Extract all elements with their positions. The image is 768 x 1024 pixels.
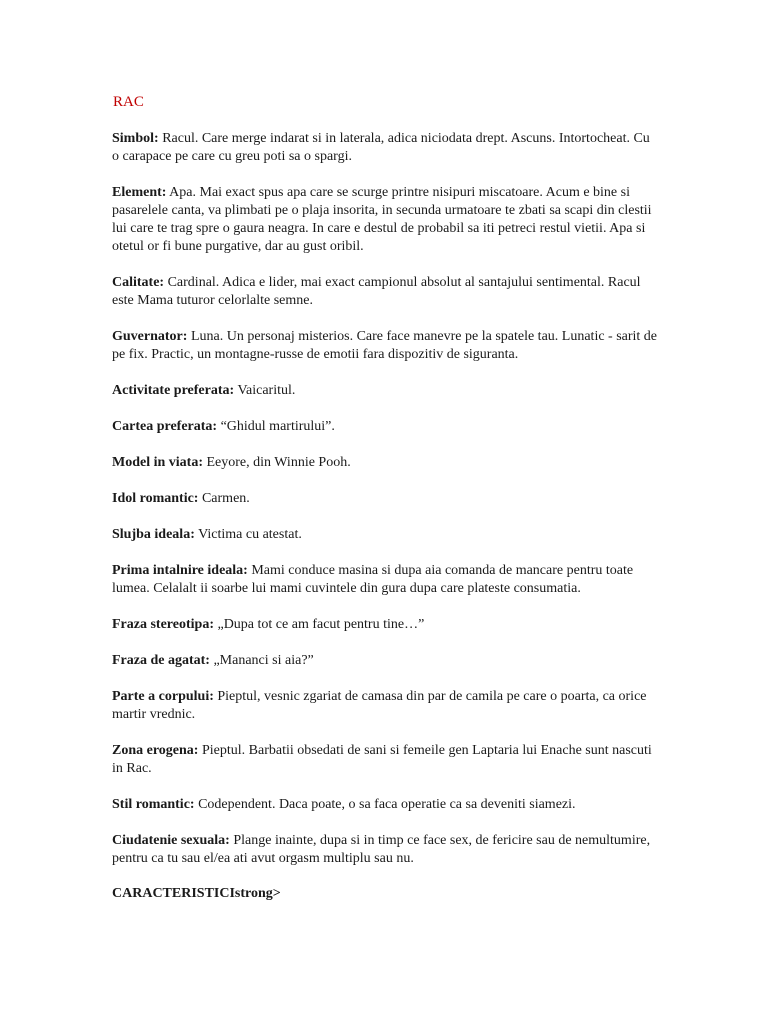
entry-label: Simbol:: [112, 131, 159, 146]
entry-label: Calitate:: [112, 275, 165, 290]
entry-text: Apa. Mai exact spus apa care se scurge printre nisipuri miscatoare. Acum e bine si pasarelele canta, va plimbati pe o plaja insorita, in secunda urmatoare te zbati sa scapi din clestii lui care te trag spre o gaura neagra. In care e destul de probabil sa iti petreci restul vietii. Apa si otetul or fi bune purgative, dar au gust oribil.: [112, 185, 652, 254]
document-title: RAC: [113, 94, 144, 110]
entry-text: Pieptul. Barbatii obsedati de sani si femeile gen Laptaria lui Enache sunt nascuti in Rac.: [112, 743, 652, 776]
entry-text: “Ghidul martirului”.: [220, 419, 335, 434]
entry-activitate-preferata: [112, 382, 660, 400]
entry-text: Luna. Un personaj misterios. Care face manevre pe la spatele tau. Lunatic - sarit de pe fix. Practic, un montagne-russe de emotii fara dispozitiv de siguranta.: [112, 329, 658, 362]
entry-guvernator: [112, 328, 660, 364]
entry-label: Fraza de agatat:: [112, 653, 210, 668]
entry-stil-romantic: [112, 796, 660, 814]
entry-label: Fraza stereotipa:: [112, 617, 214, 632]
entry-text: Pieptul, vesnic zgariat de camasa din par de camila pe care o poarta, ca orice martir vrednic.: [112, 689, 647, 722]
entry-text: Victima cu atestat.: [198, 527, 302, 542]
entry-ciudatenie-sexuala: [112, 832, 660, 868]
entry-zona-erogena: [112, 742, 660, 778]
entry-text: „Dupa tot ce am facut pentru tine…”: [217, 617, 425, 632]
entry-text: Carmen.: [201, 491, 250, 506]
entry-text: Codependent. Daca poate, o sa faca operatie ca sa deveniti siamezi.: [198, 797, 576, 812]
entry-label: Activitate preferata:: [112, 383, 235, 398]
entry-text: Cardinal. Adica e lider, mai exact campionul absolut al santajului sentimental. Racul este Mama tuturor celorlalte semne.: [112, 275, 641, 308]
entry-simbol: [112, 130, 660, 166]
entry-text: Eeyore, din Winnie Pooh.: [206, 455, 351, 470]
entry-text: „Mananci si aia?”: [213, 653, 314, 668]
entry-slujba-ideala: [112, 526, 660, 544]
entry-prima-intalnire-ideala: [112, 562, 660, 598]
entry-label: Ciudatenie sexuala:: [112, 833, 230, 848]
entry-text: Vaicaritul.: [237, 383, 296, 398]
entry-text: Plange inainte, dupa si in timp ce face sex, de fericire sau de nemultumire, pentru ca tu sau el/ea ati avut orgasm multiplu sau nu.: [112, 833, 651, 866]
entry-label: Prima intalnire ideala:: [112, 563, 248, 578]
entry-label: Stil romantic:: [112, 797, 195, 812]
entry-model-in-viata: [112, 454, 660, 472]
entry-element: [112, 184, 660, 256]
entry-parte-a-corpului: [112, 688, 660, 724]
section-heading-caracteristici: CARACTERISTICIstrong>: [112, 886, 281, 901]
entry-text: Racul. Care merge indarat si in laterala, adica niciodata drept. Ascuns. Intortocheat. Cu o carapace pe care cu greu poti sa o spargi.: [112, 131, 650, 164]
entry-fraza-stereotipa: [112, 616, 660, 634]
entry-label: Zona erogena:: [112, 743, 199, 758]
entry-label: Guvernator:: [112, 329, 188, 344]
entry-text: Mami conduce masina si dupa aia comanda de mancare pentru toate lumea. Celalalt ii soarbe lui mami cuvintele din gura dupa care plateste consumatia.: [112, 563, 634, 596]
entry-cartea-preferata: [112, 418, 660, 436]
entry-label: Idol romantic:: [112, 491, 199, 506]
entry-fraza-de-agatat: [112, 652, 660, 670]
entry-label: Element:: [112, 185, 167, 200]
entry-idol-romantic: [112, 490, 660, 508]
entry-label: Slujba ideala:: [112, 527, 195, 542]
entry-label: Parte a corpului:: [112, 689, 214, 704]
entry-calitate: [112, 274, 660, 310]
entry-label: Cartea preferata:: [112, 419, 218, 434]
entry-label: Model in viata:: [112, 455, 203, 470]
